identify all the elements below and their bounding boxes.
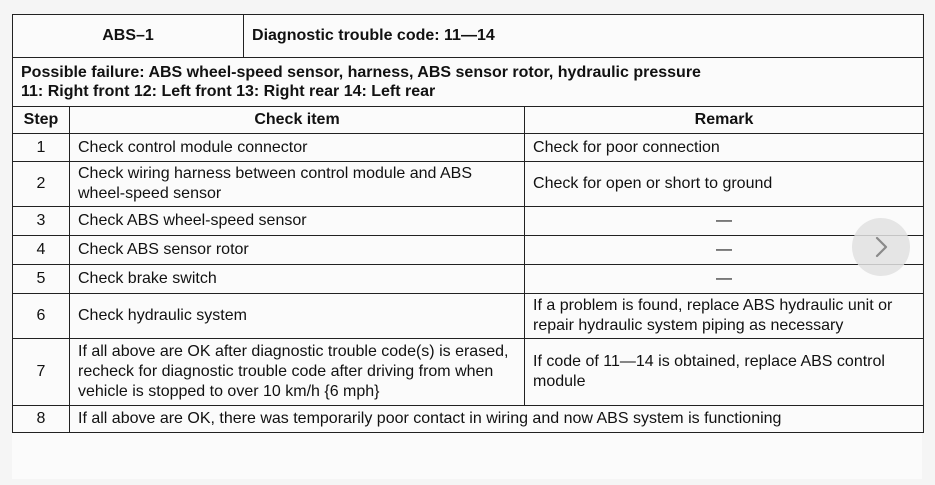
check-item: If all above are OK, there was temporarily poor contact in wiring and now ABS system is functioning xyxy=(70,406,924,433)
table-row xyxy=(13,236,924,265)
table-row xyxy=(13,207,924,236)
remark: — xyxy=(525,236,924,265)
check-item: If all above are OK after diagnostic trouble code(s) is erased, recheck for diagnostic trouble code after driving from when vehicle is stopped to over 10 km/h {6 mph} xyxy=(70,339,525,406)
step-number: 4 xyxy=(13,236,70,265)
step-number: 3 xyxy=(13,207,70,236)
remark: Check for open or short to ground xyxy=(525,162,924,207)
table-row xyxy=(13,339,924,406)
step-number: 2 xyxy=(13,162,70,207)
diagnostic-table xyxy=(12,14,924,433)
possible-failure-text: Possible failure: ABS wheel-speed sensor, harness, ABS sensor rotor, hydraulic pressure xyxy=(21,64,701,81)
table-header-row xyxy=(13,15,924,58)
remark: If a problem is found, replace ABS hydraulic unit or repair hydraulic system piping as necessary xyxy=(525,294,924,339)
step-number: 6 xyxy=(13,294,70,339)
dtc-title: Diagnostic trouble code: 11—14 xyxy=(244,15,924,58)
possible-failure-cell xyxy=(13,58,924,107)
remark: — xyxy=(525,265,924,294)
col-check-item: Check item xyxy=(70,107,525,134)
remark: — xyxy=(525,207,924,236)
column-header-row xyxy=(13,107,924,134)
possible-failure-row xyxy=(13,58,924,107)
col-remark: Remark xyxy=(525,107,924,134)
abs-code-ref: ABS–1 xyxy=(13,15,244,58)
col-step: Step xyxy=(13,107,70,134)
remark: If code of 11—14 is obtained, replace ABS control module xyxy=(525,339,924,406)
remark: Check for poor connection xyxy=(525,134,924,162)
step-number: 7 xyxy=(13,339,70,406)
check-item: Check control module connector xyxy=(70,134,525,162)
check-item: Check hydraulic system xyxy=(70,294,525,339)
chevron-right-icon xyxy=(871,235,891,259)
table-row xyxy=(13,294,924,339)
table-row xyxy=(13,162,924,207)
check-item: Check brake switch xyxy=(70,265,525,294)
table-row xyxy=(13,265,924,294)
step-number: 8 xyxy=(13,406,70,433)
step-number: 1 xyxy=(13,134,70,162)
table-row xyxy=(13,406,924,433)
check-item: Check ABS sensor rotor xyxy=(70,236,525,265)
next-page-button[interactable] xyxy=(852,218,910,276)
code-legend-text: 11: Right front 12: Left front 13: Right rear 14: Left rear xyxy=(21,83,436,100)
table-row xyxy=(13,134,924,162)
step-number: 5 xyxy=(13,265,70,294)
check-item: Check ABS wheel-speed sensor xyxy=(70,207,525,236)
check-item: Check wiring harness between control module and ABS wheel-speed sensor xyxy=(70,162,525,207)
